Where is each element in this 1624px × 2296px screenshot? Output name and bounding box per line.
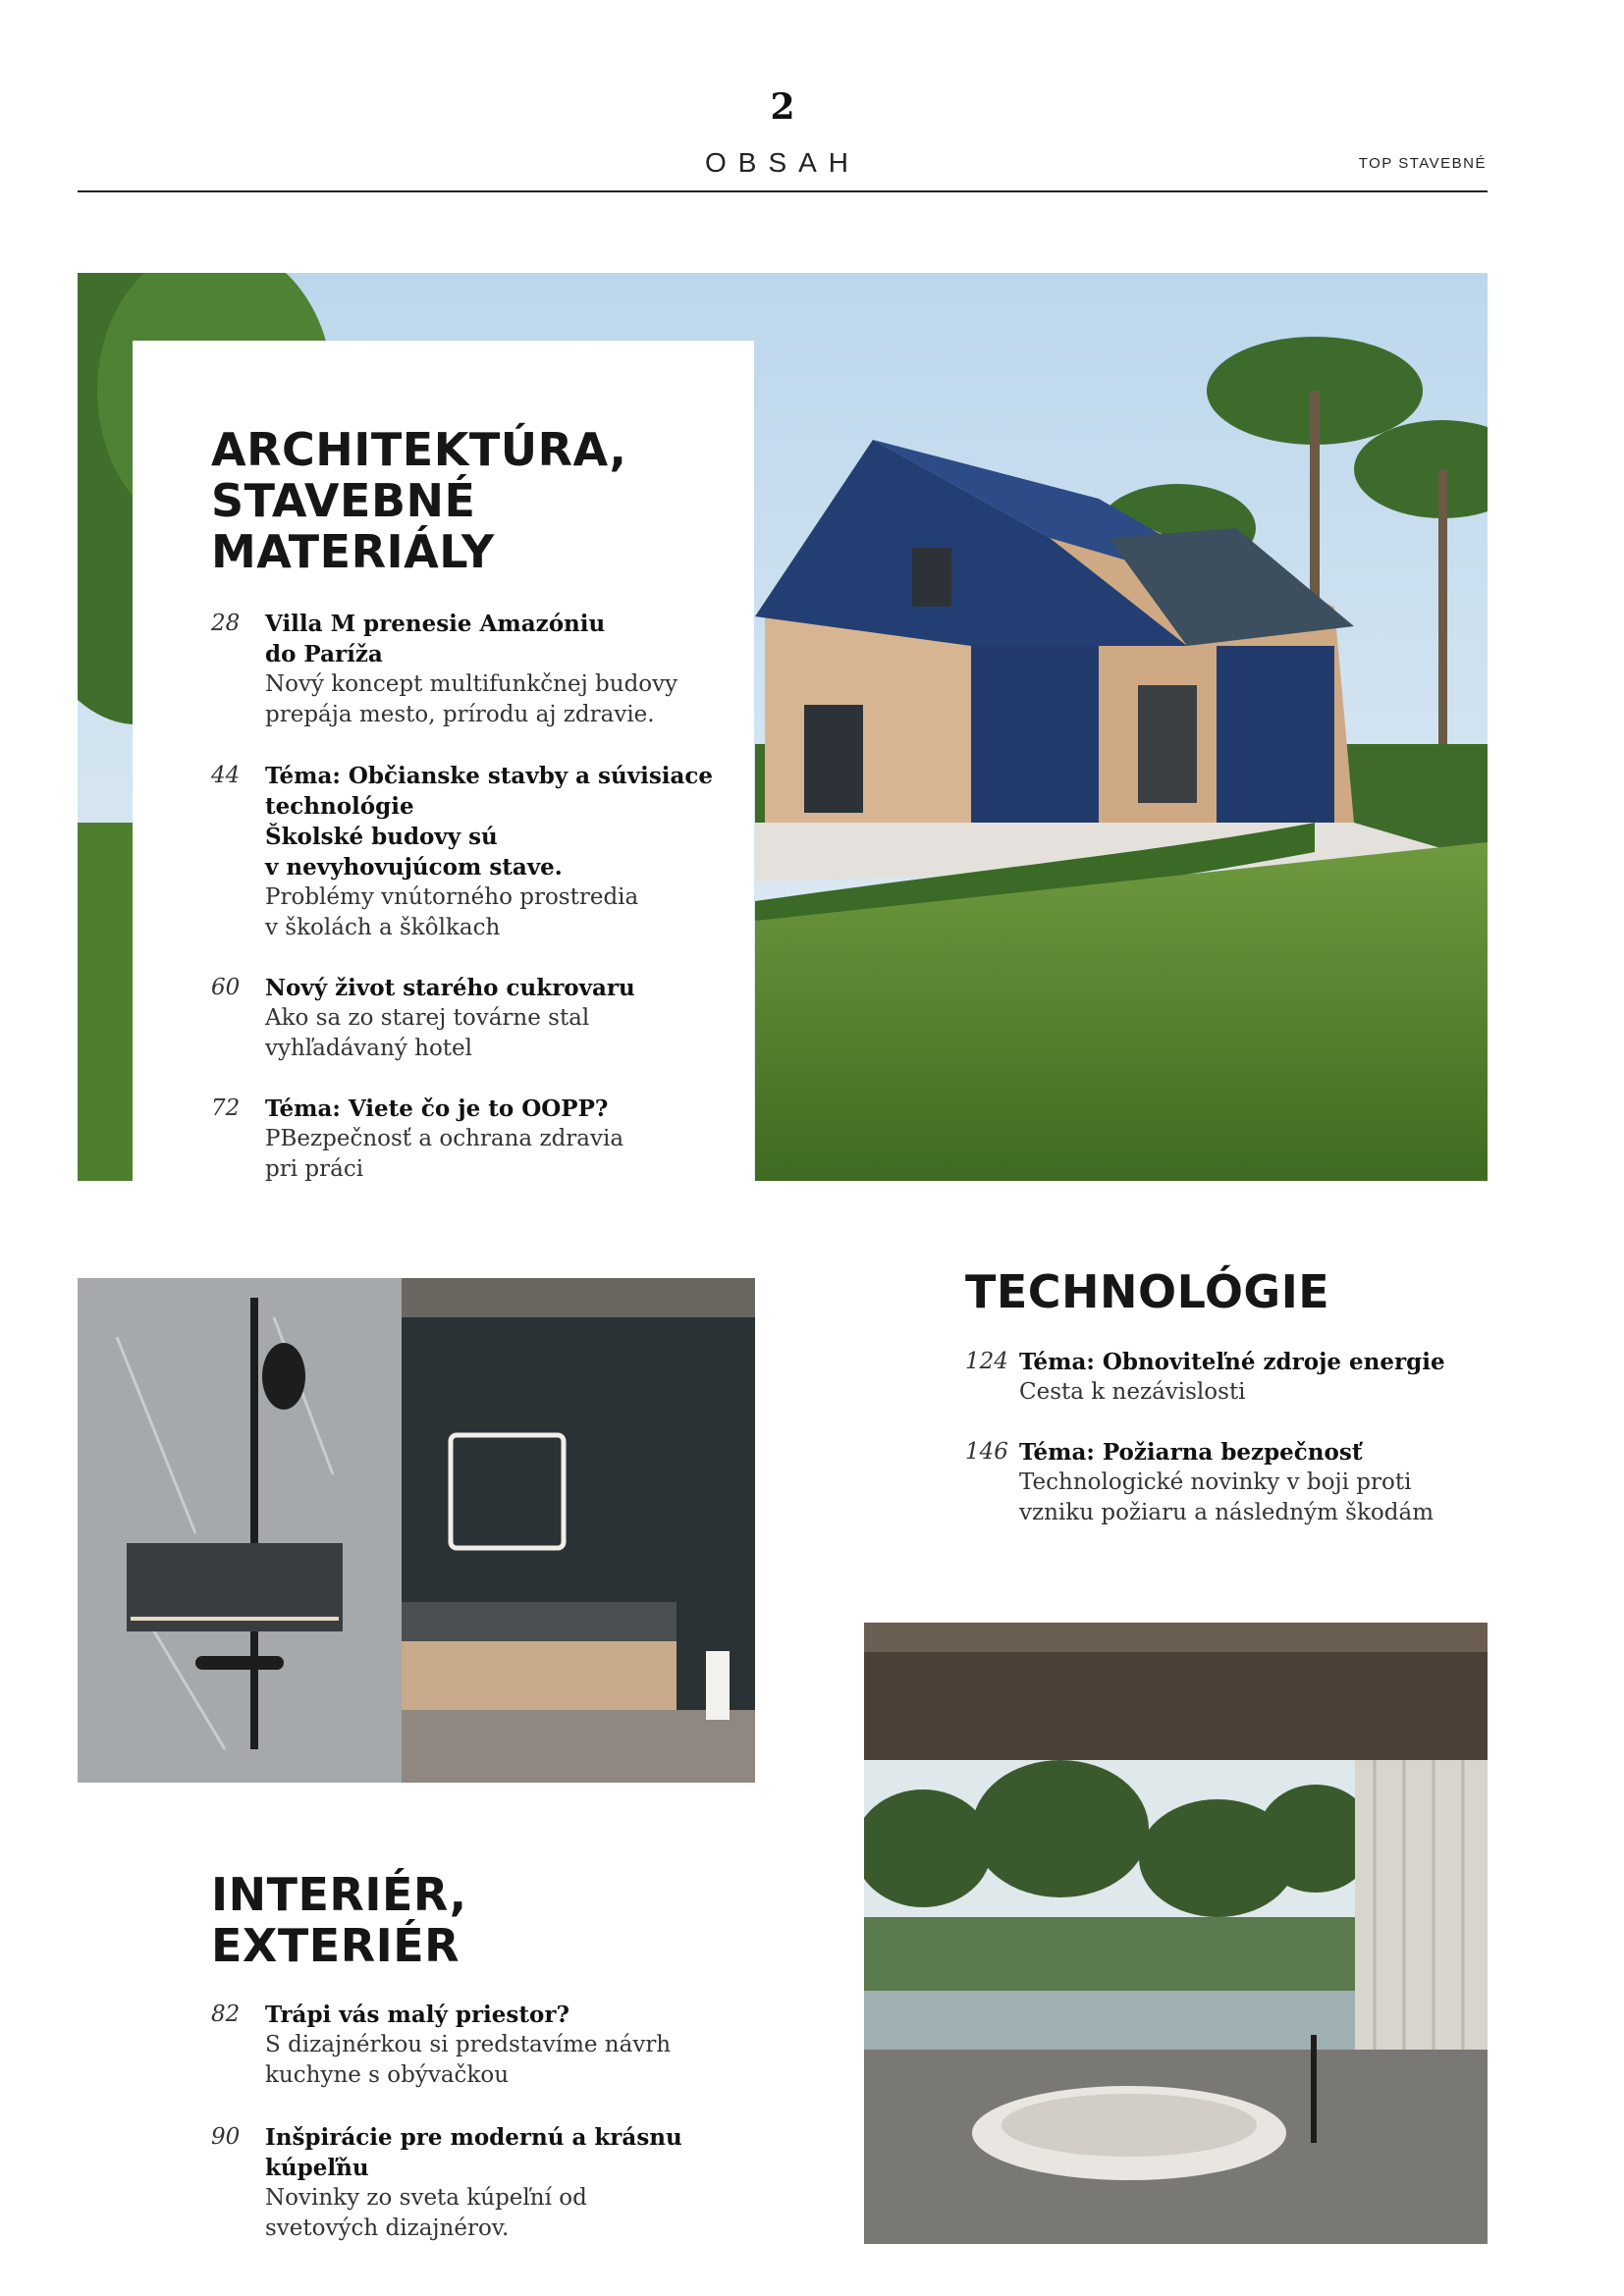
toc-title: Téma: Občianske stavby a súvisiace technológie Školské budovy sú v nevyhovujúcom stave. <box>265 763 714 881</box>
toc-title: Téma: Obnoviteľné zdroje energie <box>1019 1349 1445 1375</box>
section-title: OBSAH <box>704 147 861 178</box>
toc-page-number: 28 <box>211 611 241 636</box>
technology-heading: TECHNOLÓGIE <box>965 1265 1330 1318</box>
toc-title: Téma: Požiarna bezpečnosť <box>1019 1439 1363 1466</box>
toc-description: Novinky zo sveta kúpeľní od svetových dizajnérov. <box>265 2185 587 2241</box>
page-number: 2 <box>770 86 795 128</box>
toc-title: Inšpirácie pre modernú a krásnu kúpeľňu <box>265 2124 682 2181</box>
toc-description: Nový koncept multifunkčnej budovy prepája mesto, prírodu aj zdravie. <box>265 671 678 727</box>
toc-description: Technologické novinky v boji proti vzniku požiaru a následným škodám <box>1019 1469 1435 1525</box>
toc-title: Villa M prenesie Amazóniu do Paríža <box>265 611 606 667</box>
toc-title: Nový život starého cukrovaru <box>265 975 635 1001</box>
architecture-heading: ARCHITEKTÚRA, STAVEBNÉ MATERIÁLY <box>211 423 627 578</box>
toc-page-number: 82 <box>211 2002 241 2027</box>
toc-title: Téma: Viete čo je to OOPP? <box>265 1095 609 1122</box>
toc-description: Cesta k nezávislosti <box>1019 1379 1246 1405</box>
toc-entry[interactable] <box>965 1347 1515 1408</box>
toc-description: Problémy vnútorného prostredia v školách a škôlkach <box>265 884 639 940</box>
bathroom-photo <box>78 1278 755 1783</box>
toc-entry[interactable] <box>211 2000 722 2091</box>
header-divider <box>78 190 1488 192</box>
toc-page-number: 90 <box>211 2124 241 2150</box>
toc-entry[interactable] <box>211 973 722 1064</box>
toc-entry[interactable] <box>211 2122 722 2244</box>
toc-description: S dizajnérkou si predstavíme návrh kuchyne s obývačkou <box>265 2032 672 2088</box>
toc-page-number: 72 <box>211 1095 241 1121</box>
interior-heading: INTERIÉR, EXTERIÉR <box>211 1868 467 1972</box>
toc-entry[interactable] <box>965 1437 1515 1528</box>
toc-description: PBezpečnosť a ochrana zdravia pri práci <box>265 1126 624 1182</box>
toc-title: Trápi vás malý priestor? <box>265 2002 569 2028</box>
toc-page-number: 124 <box>965 1349 1008 1374</box>
toc-description: Ako sa zo starej továrne stal vyhľadávaný hotel <box>265 1005 590 1061</box>
toc-entry[interactable] <box>211 761 722 943</box>
magazine-name: TOP STAVEBNÉ <box>1358 155 1487 172</box>
toc-page-number: 44 <box>211 763 241 788</box>
toc-entry[interactable] <box>211 609 722 730</box>
toc-entry[interactable] <box>211 1094 722 1185</box>
toc-page-number: 146 <box>965 1439 1008 1465</box>
bathtub-photo <box>864 1623 1488 2244</box>
toc-page-number: 60 <box>211 975 241 1000</box>
